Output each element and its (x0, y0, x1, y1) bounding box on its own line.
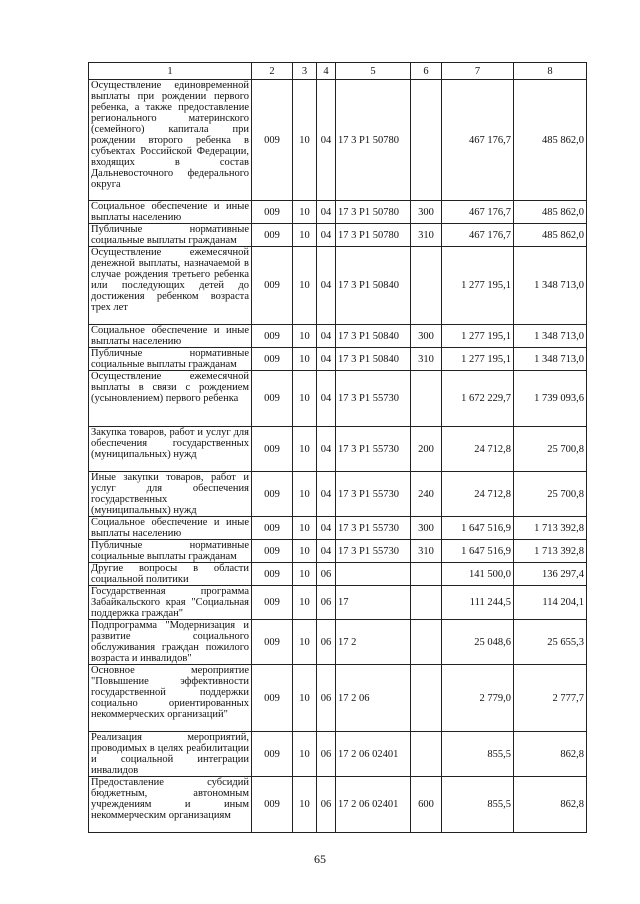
section-code: 10 (293, 325, 317, 348)
grbs-code: 009 (252, 325, 293, 348)
column-number: 7 (442, 63, 514, 80)
amount-year-1: 1 277 195,1 (442, 247, 514, 325)
section-code: 10 (293, 427, 317, 472)
row-name: Закупка товаров, работ и услуг для обеспечения государственных (муниципальных) нужд (89, 427, 252, 472)
row-name: Основное мероприятие "Повышение эффективности государственной поддержки социально ориентированных некоммерческих организаций" (89, 665, 252, 732)
expense-type-code: 310 (411, 540, 442, 563)
section-code: 10 (293, 586, 317, 620)
row-name: Публичные нормативные социальные выплаты гражданам (89, 224, 252, 247)
table-row (89, 80, 587, 201)
target-article-code: 17 3 P1 55730 (336, 472, 411, 517)
target-article-code: 17 2 (336, 620, 411, 665)
column-number: 1 (89, 63, 252, 80)
amount-year-2: 25 700,8 (514, 427, 587, 472)
section-code: 10 (293, 247, 317, 325)
page-number: 65 (314, 852, 326, 866)
grbs-code: 009 (252, 247, 293, 325)
row-name: Социальное обеспечение и иные выплаты населению (89, 201, 252, 224)
amount-year-1: 855,5 (442, 777, 514, 833)
amount-year-1: 24 712,8 (442, 427, 514, 472)
target-article-code: 17 2 06 (336, 665, 411, 732)
amount-year-1: 25 048,6 (442, 620, 514, 665)
amount-year-1: 141 500,0 (442, 563, 514, 586)
grbs-code: 009 (252, 665, 293, 732)
column-number-row (89, 63, 587, 80)
section-code: 10 (293, 224, 317, 247)
table-row (89, 563, 587, 586)
target-article-code: 17 3 P1 50840 (336, 247, 411, 325)
table-row (89, 325, 587, 348)
expense-type-code: 200 (411, 427, 442, 472)
amount-year-2: 485 862,0 (514, 80, 587, 201)
section-code: 10 (293, 540, 317, 563)
target-article-code: 17 (336, 586, 411, 620)
table-row (89, 665, 587, 732)
expense-type-code: 300 (411, 325, 442, 348)
section-code: 10 (293, 472, 317, 517)
row-name: Осуществление единовременной выплаты при рождении первого ребенка, а также предоставление регионального материнского (семейного) капитала при рождении второго ребенка в субъектах Российской Федерации, входящих в состав Дальневосточного федерального округа (89, 80, 252, 201)
grbs-code: 009 (252, 348, 293, 371)
grbs-code: 009 (252, 472, 293, 517)
expense-type-code (411, 665, 442, 732)
grbs-code: 009 (252, 224, 293, 247)
table-row (89, 472, 587, 517)
amount-year-1: 24 712,8 (442, 472, 514, 517)
section-code: 10 (293, 201, 317, 224)
table-row (89, 777, 587, 833)
amount-year-1: 2 779,0 (442, 665, 514, 732)
grbs-code: 009 (252, 620, 293, 665)
grbs-code: 009 (252, 777, 293, 833)
subsection-code: 06 (317, 732, 336, 777)
column-number: 5 (336, 63, 411, 80)
target-article-code: 17 3 P1 55730 (336, 517, 411, 540)
subsection-code: 06 (317, 563, 336, 586)
row-name: Предоставление субсидий бюджетным, автономным учреждениям и иным некоммерческим организациям (89, 777, 252, 833)
amount-year-2: 485 862,0 (514, 224, 587, 247)
table-body (89, 63, 587, 833)
grbs-code: 009 (252, 80, 293, 201)
grbs-code: 009 (252, 427, 293, 472)
expense-type-code (411, 620, 442, 665)
amount-year-1: 1 647 516,9 (442, 540, 514, 563)
expense-type-code: 600 (411, 777, 442, 833)
table-row (89, 224, 587, 247)
grbs-code: 009 (252, 563, 293, 586)
row-name: Государственная программа Забайкальского края "Социальная поддержка граждан" (89, 586, 252, 620)
expense-type-code (411, 371, 442, 427)
amount-year-1: 111 244,5 (442, 586, 514, 620)
amount-year-2: 1 348 713,0 (514, 247, 587, 325)
column-number: 2 (252, 63, 293, 80)
subsection-code: 04 (317, 371, 336, 427)
expense-type-code: 310 (411, 348, 442, 371)
section-code: 10 (293, 732, 317, 777)
subsection-code: 04 (317, 201, 336, 224)
row-name: Иные закупки товаров, работ и услуг для обеспечения государственных (муниципальных) нужд (89, 472, 252, 517)
amount-year-2: 1 713 392,8 (514, 540, 587, 563)
subsection-code: 04 (317, 247, 336, 325)
amount-year-1: 1 672 229,7 (442, 371, 514, 427)
target-article-code: 17 3 P1 50840 (336, 325, 411, 348)
amount-year-2: 1 713 392,8 (514, 517, 587, 540)
table-row (89, 201, 587, 224)
subsection-code: 06 (317, 586, 336, 620)
subsection-code: 04 (317, 427, 336, 472)
column-number: 6 (411, 63, 442, 80)
amount-year-2: 25 655,3 (514, 620, 587, 665)
target-article-code: 17 3 P1 55730 (336, 371, 411, 427)
subsection-code: 06 (317, 777, 336, 833)
row-name: Публичные нормативные социальные выплаты гражданам (89, 540, 252, 563)
column-number: 8 (514, 63, 587, 80)
subsection-code: 06 (317, 665, 336, 732)
section-code: 10 (293, 348, 317, 371)
target-article-code (336, 563, 411, 586)
target-article-code: 17 2 06 02401 (336, 777, 411, 833)
table-row (89, 586, 587, 620)
amount-year-1: 1 647 516,9 (442, 517, 514, 540)
row-name: Публичные нормативные социальные выплаты гражданам (89, 348, 252, 371)
amount-year-1: 1 277 195,1 (442, 325, 514, 348)
grbs-code: 009 (252, 371, 293, 427)
subsection-code: 04 (317, 348, 336, 371)
amount-year-2: 862,8 (514, 732, 587, 777)
subsection-code: 04 (317, 472, 336, 517)
amount-year-2: 1 739 093,6 (514, 371, 587, 427)
amount-year-1: 467 176,7 (442, 224, 514, 247)
amount-year-1: 855,5 (442, 732, 514, 777)
row-name: Осуществление ежемесячной выплаты в связи с рождением (усыновлением) первого ребенка (89, 371, 252, 427)
grbs-code: 009 (252, 201, 293, 224)
section-code: 10 (293, 620, 317, 665)
subsection-code: 04 (317, 517, 336, 540)
table-row (89, 620, 587, 665)
subsection-code: 04 (317, 325, 336, 348)
table-row (89, 427, 587, 472)
section-code: 10 (293, 563, 317, 586)
section-code: 10 (293, 517, 317, 540)
target-article-code: 17 3 P1 55730 (336, 427, 411, 472)
amount-year-2: 114 204,1 (514, 586, 587, 620)
subsection-code: 06 (317, 620, 336, 665)
subsection-code: 04 (317, 80, 336, 201)
amount-year-1: 467 176,7 (442, 80, 514, 201)
column-number: 3 (293, 63, 317, 80)
row-name: Социальное обеспечение и иные выплаты населению (89, 325, 252, 348)
row-name: Другие вопросы в области социальной политики (89, 563, 252, 586)
amount-year-2: 1 348 713,0 (514, 348, 587, 371)
target-article-code: 17 3 P1 50840 (336, 348, 411, 371)
target-article-code: 17 3 P1 50780 (336, 201, 411, 224)
row-name: Реализация мероприятий, проводимых в целях реабилитации и социальной интеграции инвалидов (89, 732, 252, 777)
section-code: 10 (293, 371, 317, 427)
grbs-code: 009 (252, 540, 293, 563)
target-article-code: 17 3 P1 50780 (336, 224, 411, 247)
amount-year-2: 2 777,7 (514, 665, 587, 732)
amount-year-1: 467 176,7 (442, 201, 514, 224)
expense-type-code (411, 247, 442, 325)
target-article-code: 17 3 P1 55730 (336, 540, 411, 563)
row-name: Социальное обеспечение и иные выплаты населению (89, 517, 252, 540)
expense-type-code (411, 80, 442, 201)
expense-type-code: 310 (411, 224, 442, 247)
expense-type-code (411, 586, 442, 620)
table-row (89, 247, 587, 325)
expense-type-code (411, 563, 442, 586)
expense-type-code (411, 732, 442, 777)
amount-year-2: 862,8 (514, 777, 587, 833)
grbs-code: 009 (252, 517, 293, 540)
table-row (89, 517, 587, 540)
expense-type-code: 300 (411, 201, 442, 224)
amount-year-2: 136 297,4 (514, 563, 587, 586)
table-row (89, 371, 587, 427)
row-name: Осуществление ежемесячной денежной выплаты, назначаемой в случае рождения третьего ребенка или последующих детей до достижения ребенком возраста трех лет (89, 247, 252, 325)
section-code: 10 (293, 777, 317, 833)
subsection-code: 04 (317, 224, 336, 247)
amount-year-2: 25 700,8 (514, 472, 587, 517)
column-number: 4 (317, 63, 336, 80)
expense-type-code: 240 (411, 472, 442, 517)
grbs-code: 009 (252, 586, 293, 620)
table-row (89, 348, 587, 371)
target-article-code: 17 2 06 02401 (336, 732, 411, 777)
table-row (89, 732, 587, 777)
amount-year-1: 1 277 195,1 (442, 348, 514, 371)
table-row (89, 540, 587, 563)
target-article-code: 17 3 P1 50780 (336, 80, 411, 201)
budget-table (88, 62, 587, 833)
amount-year-2: 485 862,0 (514, 201, 587, 224)
subsection-code: 04 (317, 540, 336, 563)
section-code: 10 (293, 80, 317, 201)
row-name: Подпрограмма "Модернизация и развитие социального обслуживания граждан пожилого возраста и инвалидов" (89, 620, 252, 665)
amount-year-2: 1 348 713,0 (514, 325, 587, 348)
section-code: 10 (293, 665, 317, 732)
grbs-code: 009 (252, 732, 293, 777)
expense-type-code: 300 (411, 517, 442, 540)
